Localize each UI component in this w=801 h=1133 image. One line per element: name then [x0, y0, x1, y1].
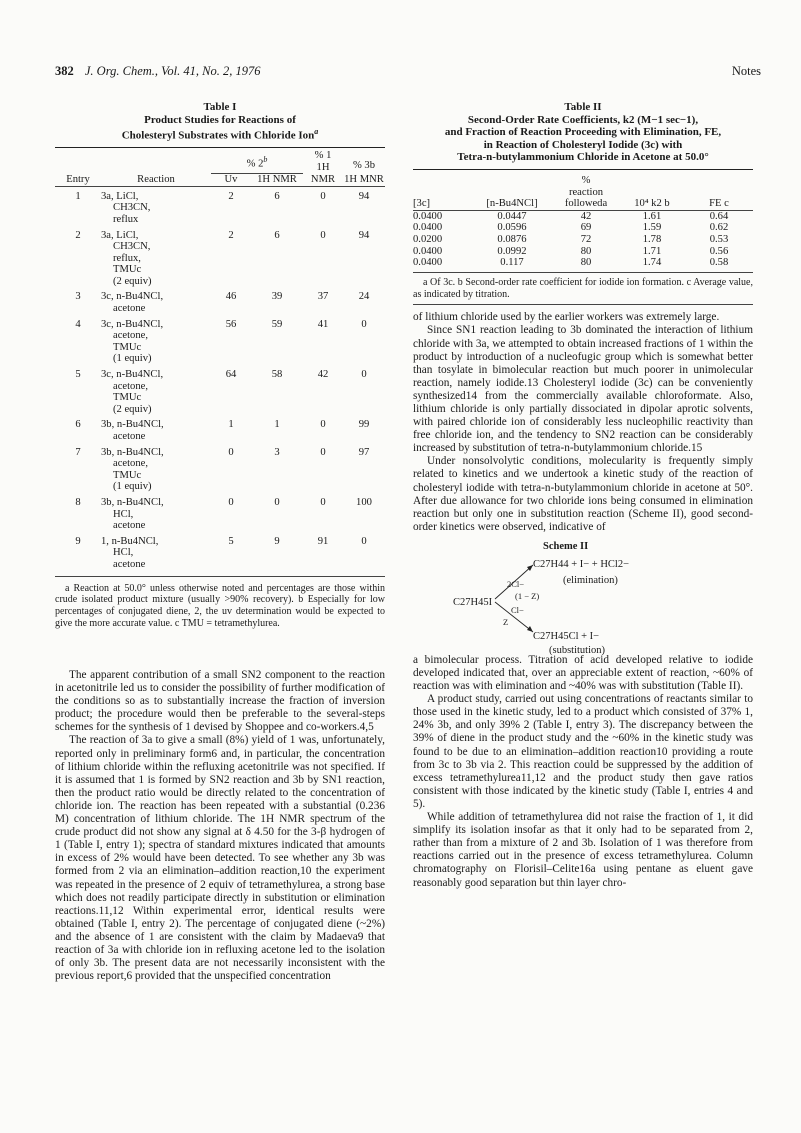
cell-p1: 37	[317, 291, 329, 303]
cell-pct: 72	[580, 233, 592, 245]
table1-row	[55, 365, 385, 415]
cell-nmr: 9	[274, 535, 280, 547]
cell-p3b: 97	[358, 446, 370, 458]
cell-entry: 8	[75, 496, 81, 508]
cell-p1: 0	[320, 190, 326, 202]
cell-p3b: 100	[356, 496, 372, 508]
left-paragraph-1: The apparent contribution of a small SN2 component to the reaction in acetonitrile led us to consider the possibility of further modification of the conditions so as to substantially increase the fraction of inversion product; the procedure would then be preferable to the several-steps schemes for the synthesis of 1 devised by Shoppee and co-workers.4,5	[55, 669, 385, 734]
right-paragraph-5: While addition of tetramethylurea did not raise the fraction of 1, it did simplify its isolation insofar as that it only had to be separated from 2, rather than from a mixture of 2 and 3b. Isolation of 1 was therefore from reactions carried out in the presence of excess tetramethylurea. Column chromatography on Florisil–Celite16a using pentane as eluent gave reasonably good separation but thin layer chro-	[413, 811, 753, 889]
th-nmr: 1H NMR	[251, 174, 303, 187]
cell-uv: 0	[228, 496, 234, 508]
th2-bu: [n-Bu4NCl]	[486, 198, 538, 210]
right-paragraph-4: A product study, carried out using concentrations of reactants similar to those used in the kinetic study, led to a product which consisted of 37% 1, 24% 3b, and only 39% 2 (Table I, entry 3). The discrepancy between the 39% of diene in the product study and the ~60% in the kinetic study was found to be due to an elimination–addition reaction10 providing a route from 3c to 3b via 2. This reaction could be suppressed by the addition of excess tetramethylurea11,12 and the product study then gave ratios consistent with those indicated by the kinetic study (Table I, entries 4 and 5).	[413, 693, 753, 810]
cell-fe: 0.64	[709, 210, 729, 222]
cell-pct: 69	[580, 222, 592, 234]
table2-row	[413, 234, 753, 246]
cell-entry: 9	[75, 535, 81, 547]
cell-pct: 80	[580, 257, 592, 269]
right-paragraph-1: Since SN1 reaction leading to 3b dominated the interaction of lithium chloride with 3a, we attempted to obtain increased fractions of 1 within the product by introduction of a nucleofugic group which is somewhat better than tosylate in bimolecular reaction but much poorer in unimolecular reaction, namely iodide.13 Cholesteryl iodide (3c) can be conveniently synthesized14 from the commercially available chloroformate. Also, lithium chloride is only partially dissociated in dipolar aprotic solvents, with paired chloride ion of considerably less nucleophilic reactivity than free chloride ion, and the tendency to SN2 reaction can be considerably increased by substitution of tetra-n-butylammonium chloride.15	[413, 324, 753, 455]
cell-bu: 0.117	[500, 257, 524, 269]
cell-k2: 1.59	[642, 222, 662, 234]
cell-uv: 0	[228, 446, 234, 458]
right-body-text-2	[413, 654, 753, 890]
cell-k2: 1.74	[642, 257, 662, 269]
cell-reaction: 3c, n-Bu4NCl, acetone, TMUc (2 equiv)	[101, 369, 164, 415]
cell-uv: 2	[228, 229, 234, 241]
cell-uv: 64	[225, 369, 237, 381]
cell-p1: 0	[320, 446, 326, 458]
scheme-subst-label: (substitution)	[549, 644, 606, 656]
cell-entry: 3	[75, 291, 81, 303]
cell-nmr: 39	[271, 291, 283, 303]
right-paragraph-3: a bimolecular process. Titration of acid developed relative to iodide developed indicated that, over an appreciable extent of reaction, ~60% of reaction was with elimination and ~40% was with substitution (Table II).	[413, 653, 753, 693]
cell-nmr: 0	[274, 496, 280, 508]
cell-pct: 80	[580, 245, 592, 257]
th-entry: Entry	[66, 173, 90, 185]
cell-uv: 2	[228, 190, 234, 202]
table2-row	[413, 257, 753, 269]
cell-p3b: 94	[358, 190, 370, 202]
cell-entry: 7	[75, 446, 81, 458]
cell-p3b: 0	[361, 318, 367, 330]
right-column	[413, 101, 753, 890]
table1-row	[55, 532, 385, 571]
table2-row	[413, 210, 753, 222]
scheme-subst-products: C27H45Cl + I−	[533, 630, 600, 642]
cell-nmr: 1	[274, 419, 280, 431]
cell-nmr: 59	[271, 318, 283, 330]
cell-p3b: 99	[358, 419, 370, 431]
cell-fe: 0.56	[709, 245, 729, 257]
cell-reaction: 3a, LiCl, CH3CN, reflux, TMUc (2 equiv)	[101, 229, 152, 287]
cell-bu: 0.0447	[497, 210, 527, 222]
table1-title: Table I	[203, 101, 237, 113]
cell-c3: 0.0400	[413, 257, 443, 269]
th2-fe: FE c	[709, 198, 729, 210]
cell-nmr: 6	[274, 190, 280, 202]
cell-entry: 1	[75, 190, 81, 202]
th2-k2: 10⁴ k2 b	[634, 198, 670, 210]
cell-p3b: 0	[361, 369, 367, 381]
cell-reaction: 1, n-Bu4NCl, HCl, acetone	[101, 535, 159, 570]
cell-p1: 41	[317, 318, 329, 330]
cell-c3: 0.0400	[413, 245, 443, 257]
cell-reaction: 3b, n-Bu4NCl, HCl, acetone	[101, 496, 164, 532]
cell-uv: 56	[225, 318, 237, 330]
cell-p3b: 0	[361, 535, 367, 547]
cell-c3: 0.0400	[413, 222, 443, 234]
cell-reaction: 3b, n-Bu4NCl, acetone	[101, 419, 164, 442]
cell-p1: 0	[320, 229, 326, 241]
table2-row	[413, 222, 753, 234]
page-number: 382	[55, 64, 74, 78]
cell-p1: 91	[317, 535, 329, 547]
th-1: % 1	[314, 150, 332, 162]
table2-title: Table II	[564, 101, 602, 113]
right-body-text	[413, 311, 753, 534]
left-body-text	[55, 669, 385, 983]
cell-entry: 5	[75, 369, 81, 381]
table1-row	[55, 315, 385, 365]
table1-row	[55, 415, 385, 442]
cell-reaction: 3b, n-Bu4NCl, acetone, TMUc (1 equiv)	[101, 446, 164, 493]
table2-footnote: a Of 3c. b Second-order rate coefficient for iodide ion formation. c Average value, as indicated by titration.	[413, 276, 753, 300]
table2-row	[413, 246, 753, 258]
right-paragraph-2: Under nonsolvolytic conditions, molecularity is frequently simply related to kinetics and we undertook a kinetic study of the reaction of cholesteryl iodide with tetra-n-butylammonium chloride in acetone at 50°. After due allowance for two chloride ions being consumed in elimination reaction but only one in substitution reaction (Scheme II), good second-order kinetics were observed, indicative of	[413, 455, 753, 533]
cell-k2: 1.61	[642, 210, 662, 222]
cell-c3: 0.0200	[413, 233, 443, 245]
journal-citation: J. Org. Chem., Vol. 41, No. 2, 1976	[84, 64, 261, 78]
left-paragraph-2: The reaction of 3a to give a small (8%) yield of 1 was, unfortunately, reported only in preliminary form6 and, in particular, the concentration of lithium chloride within the refluxing acetonitrile was not specified. If it is assumed that 1 is formed by SN2 reaction and 3b by SN1 reaction, then the product ratio would be directly related to the concentration of chloride ion. The reaction has been repeated with a substantial (0.236 M) concentration of lithium chloride. The 1H NMR spectrum of the crude product did not show any signal at δ 4.50 for the 3-β hydrogen of 1 (Table I, entry 1); spectra of standard mixtures indicated that amounts in excess of 2% would have been detected. To see whether any 3b was formed from 2 via an elimination–addition reaction,10 the experiment was repeated in the presence of 2 equiv of tetramethylurea, a strong base which does not readily participate directly in substitution or elimination reactions.11,12 Within experimental error, identical results were obtained (Table I, entry 2). The percentage of conjugated diene (~2%) and the absence of 1 are consistent with the claim by Madaeva9 that reaction of 3a with chloride ion in refluxing acetone led to the isolation of only 3b. The present data are not necessarily inconsistent with the previous report,6 provided that the unspecified concentration	[55, 734, 385, 983]
cell-k2: 1.71	[642, 245, 662, 257]
table1-row	[55, 186, 385, 225]
cell-pct: 42	[580, 210, 592, 222]
left-column	[55, 101, 385, 630]
th-reaction: Reaction	[137, 173, 175, 185]
cell-uv: 46	[225, 291, 237, 303]
table2-caption: Table II Second-Order Rate Coefficients, k2 (M−1 sec−1), and Fraction of Reaction Proceeding with Elimination, FE, in Reaction of Cholesteryl Iodide (3c) with Tetra-n-butylammonium Chloride in Acetone at 50.0°	[413, 101, 753, 164]
th-3b: % 3b	[352, 160, 376, 172]
cell-reaction: 3a, LiCl, CH3CN, reflux	[101, 190, 151, 225]
cell-p1: 42	[317, 369, 329, 381]
scheme-elim-label: (elimination)	[563, 574, 618, 586]
cell-bu: 0.0992	[497, 245, 527, 257]
scheme-title: Scheme II	[543, 540, 589, 552]
table1-row	[55, 493, 385, 532]
table1-row	[55, 443, 385, 493]
table1-footnote: a Reaction at 50.0° unless otherwise noted and percentages are those within crude isolated product mixture (usually >90% recovery). b Especially for low percentages of conjugated diene, 2, the uv determination would be expected to give the more accurate value. c TMU = tetramethylurea.	[55, 582, 385, 629]
cell-p3b: 24	[358, 291, 370, 303]
cell-entry: 4	[75, 318, 81, 330]
th-2b: % 2	[246, 158, 264, 170]
table1-caption	[55, 101, 385, 142]
cell-fe: 0.62	[709, 222, 729, 234]
cell-entry: 2	[75, 229, 81, 241]
table2: % reaction [3c] [n-Bu4NCl] followeda 10⁴ k2 b FE c 0.0400 0.0447 42 1.61 0.64 0.0400 0.0596 69 1.59 0.62 0.0200 0.0876 72 1.78 0.53 0.0400 0.0992 80 1.71 0.56 0.0400 0.117 80 1.74 0.58	[413, 170, 753, 269]
cell-uv: 5	[228, 535, 234, 547]
cell-bu: 0.0596	[497, 222, 527, 234]
table1-caption-line2: Cholesteryl Substrates with Chloride Ion	[121, 129, 315, 142]
page-header	[55, 64, 761, 82]
scheme-arrows	[493, 562, 543, 637]
table1: % 2$^b$ % 1 1H % 3b Entry Reaction Uv 1H NMR NMR 1H MNR 1 3a, LiCl, CH3CN, reflux 2 6 0 94 2 3a, LiCl, CH3CN, reflux, TMUc (2 equiv) 2 6 0 94 3 3c, n-Bu4NCl, acetone 46 39 37 24 4 3c, n-Bu4NCl, acetone, TMUc (1 equiv) 56 59 41 0 5 3c, n-Bu4NCl, acetone, TMUc (2 equiv) 64 58 42 0 6 3b, n-Bu4NCl, acetone 1 1 0 99 7 3b, n-Bu4NCl, acetone, TMUc (1 equiv) 0 3 0 97 8 3b, n-Bu4NCl, HCl, acetone 0 0 0 100 9 1, n-Bu4NCl, HCl, acetone 5 9 91 0	[55, 148, 385, 570]
table1-caption-mark: a	[314, 127, 319, 137]
cell-fe: 0.53	[709, 233, 729, 245]
cell-k2: 1.78	[642, 233, 662, 245]
cell-entry: 6	[75, 419, 81, 431]
cell-p1: 0	[320, 496, 326, 508]
cell-uv: 1	[228, 419, 234, 431]
th-mnr: 1H MNR	[344, 173, 384, 185]
table1-row	[55, 287, 385, 314]
section-label: Notes	[731, 64, 761, 78]
cell-nmr: 58	[271, 369, 283, 381]
cell-bu: 0.0876	[497, 233, 527, 245]
cell-c3: 0.0400	[413, 210, 443, 222]
right-paragraph-0: of lithium chloride used by the earlier workers was extremely large.	[413, 311, 720, 324]
scheme-elim-products: C27H44 + I− + HCl2−	[533, 558, 630, 570]
th-nmr2: NMR	[310, 173, 336, 185]
cell-p3b: 94	[358, 229, 370, 241]
scheme-2: Scheme II C27H44 + I− + HCl2− (elimination) 2Cl− (1 − Z) C27H45I Cl− Z C27H45Cl + I− (substitution)	[453, 540, 630, 656]
cell-nmr: 3	[274, 446, 280, 458]
cell-reaction: 3c, n-Bu4NCl, acetone	[101, 291, 164, 315]
cell-reaction: 3c, n-Bu4NCl, acetone, TMUc (1 equiv)	[101, 318, 164, 365]
th2-3c: [3c]	[413, 198, 431, 210]
table1-caption-line1: Product Studies for Reactions of	[144, 113, 296, 126]
th2-followed: followeda	[564, 198, 608, 210]
cell-p1: 0	[320, 419, 326, 431]
cell-nmr: 6	[274, 229, 280, 241]
table1-row	[55, 226, 385, 288]
cell-fe: 0.58	[709, 257, 729, 269]
scheme-reactant: C27H45I	[453, 596, 493, 608]
th-uv: Uv	[211, 174, 251, 187]
